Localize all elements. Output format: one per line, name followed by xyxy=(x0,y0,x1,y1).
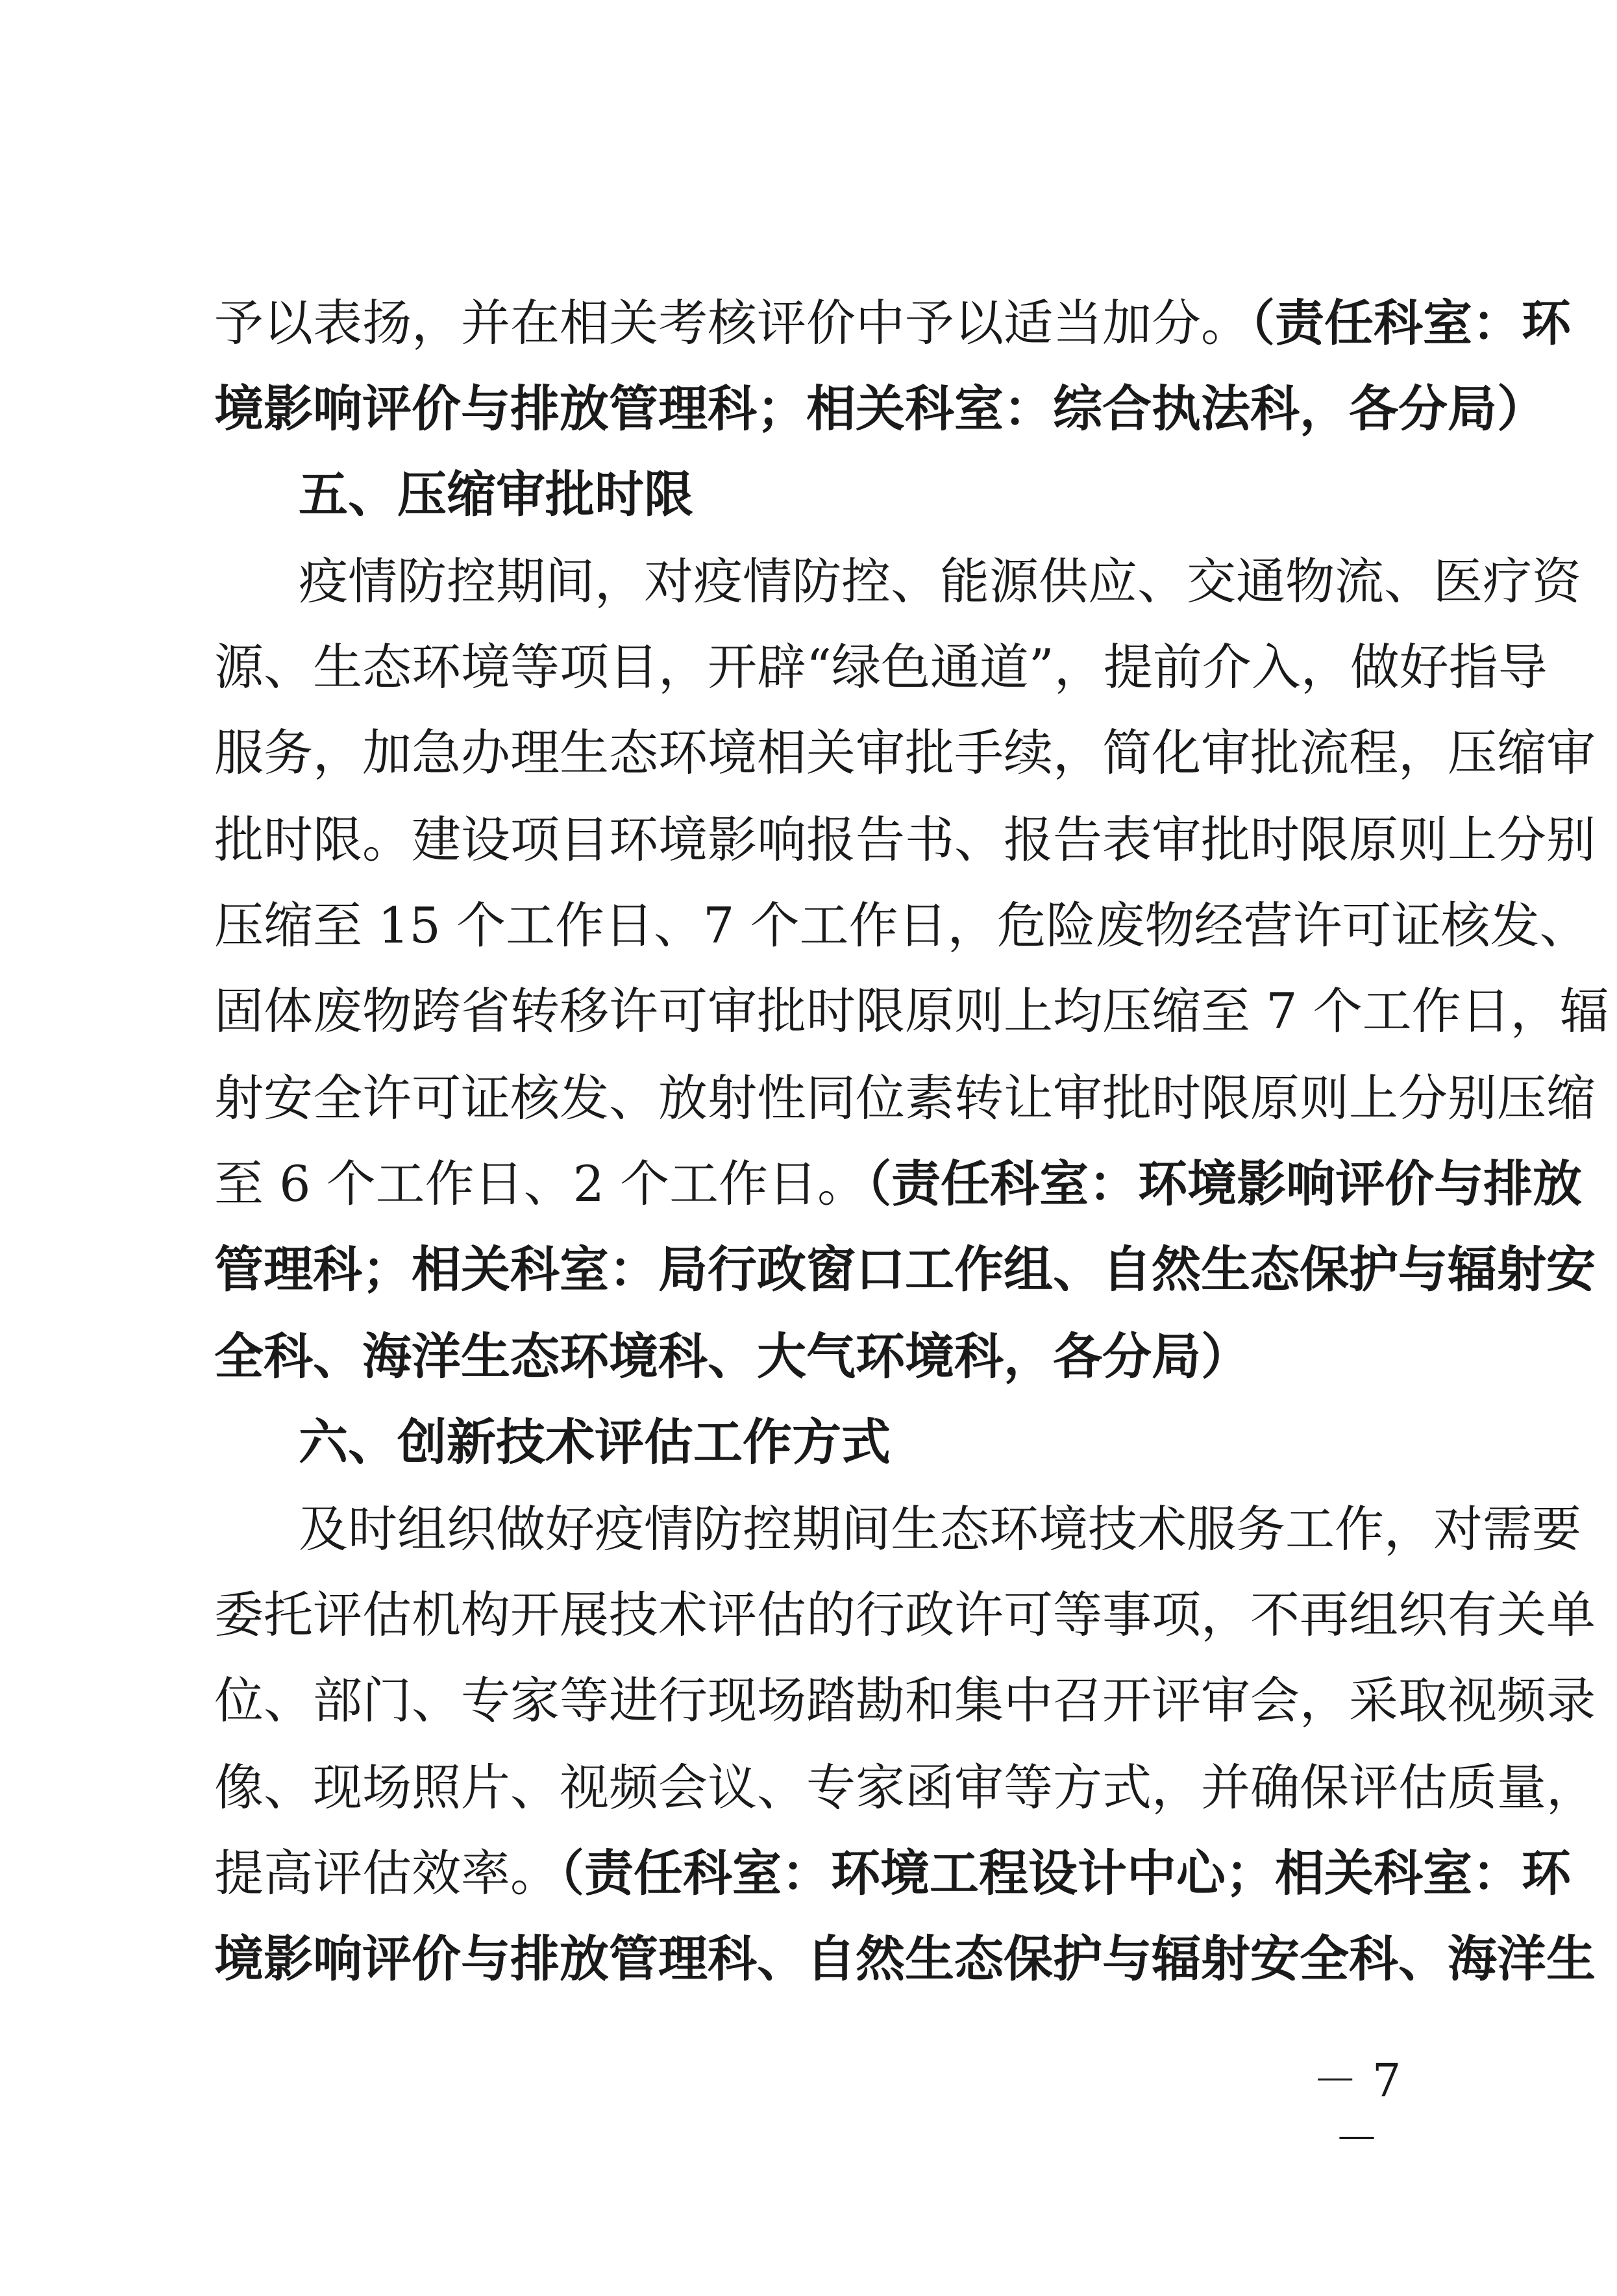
text-line-12: 管理科；相关科室：局行政窗口工作组、自然生态保护与辐射安 xyxy=(214,1241,1596,1298)
text-line-9: 固体废物跨省转移许可审批时限原则上均压缩至 7 个工作日，辐 xyxy=(214,982,1609,1040)
text-line-6: 服务，加急办理生态环境相关审批手续，简化审批流程，压缩审 xyxy=(214,724,1596,782)
text-line-10: 射安全许可证核发、放射性同位素转让审批时限原则上分别压缩 xyxy=(214,1069,1596,1127)
text-line-1: 予以表扬，并在相关考核评价中予以适当加分。（责任科室：环 xyxy=(214,294,1571,352)
page-number: － 7 － xyxy=(1312,2054,1401,2166)
text-line-5: 源、生态环境等项目，开辟“绿色通道”，提前介入，做好指导 xyxy=(214,638,1548,696)
text-line-17: 位、部门、专家等进行现场踏勘和集中召开评审会，采取视频录 xyxy=(214,1672,1596,1729)
text-line-18: 像、现场照片、视频会议、专家函审等方式，并确保评估质量， xyxy=(214,1759,1596,1816)
text-line-16: 委托评估机构开展技术评估的行政许可等事项，不再组织有关单 xyxy=(214,1586,1596,1644)
text-line-4: 疫情防控期间，对疫情防控、能源供应、交通物流、医疗资 xyxy=(299,552,1581,610)
text-line-2: 境影响评价与排放管理科；相关科室：综合执法科，各分局） xyxy=(214,380,1546,438)
text-line-7: 批时限。建设项目环境影响报告书、报告表审批时限原则上分别 xyxy=(214,811,1596,869)
text-line-19: 提高评估效率。（责任科室：环境工程设计中心；相关科室：环 xyxy=(214,1844,1571,1902)
text-line-8: 压缩至 15 个工作日、7 个工作日，危险废物经营许可证核发、 xyxy=(214,896,1589,954)
section-heading-5: 五、压缩审批时限 xyxy=(299,465,693,523)
text-line-13: 全科、海洋生态环境科、大气环境科，各分局） xyxy=(214,1327,1250,1385)
text-line-20: 境影响评价与排放管理科、自然生态保护与辐射安全科、海洋生 xyxy=(214,1930,1596,1988)
text-line-15: 及时组织做好疫情防控期间生态环境技术服务工作，对需要 xyxy=(299,1500,1581,1558)
text-line-11: 至 6 个工作日、2 个工作日。（责任科室：环境影响评价与排放 xyxy=(214,1155,1583,1213)
section-heading-6: 六、创新技术评估工作方式 xyxy=(299,1413,891,1471)
